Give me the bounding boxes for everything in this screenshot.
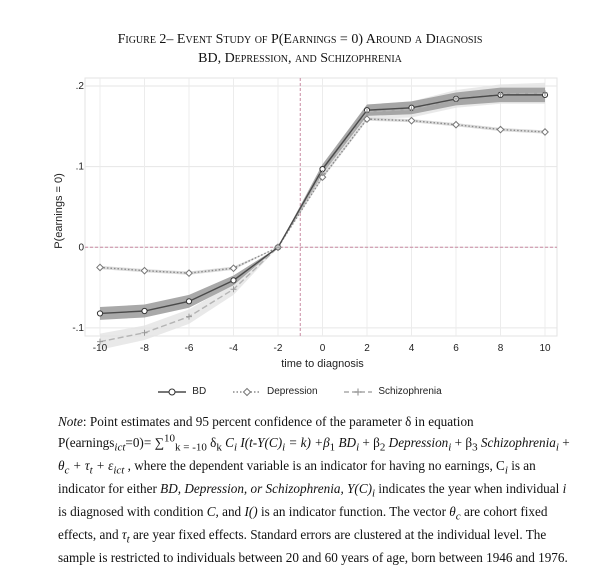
legend-schizophrenia-label: Schizophrenia [378,386,442,397]
figure-title-line1: Figure 2– Event Study of P(Earnings = 0) Around a Diagnosis [117,32,483,47]
y-axis-title: P(earnings = 0) [53,173,65,249]
x-tick-label: -2 [273,343,283,354]
x-tick-label: 10 [539,343,551,354]
legend-bd-symbol [158,387,186,397]
legend-item-depression [233,386,318,397]
x-tick-label: 0 [319,343,326,354]
figure-title-line2: BD, Depression, and Schizophrenia [198,51,402,66]
x-tick-label: -10 [92,343,108,354]
x-tick-label: -8 [140,343,149,354]
y-tick-label: 0 [78,242,84,254]
x-tick-label: 4 [408,343,415,354]
point-bd [231,278,236,283]
y-tick-label: .2 [75,81,84,92]
legend-depression-label: Depression [266,386,318,397]
legend-schizophrenia-symbol [344,387,372,397]
x-tick-label: 6 [453,343,459,354]
point-bd [97,311,102,316]
y-tick-label: -.1 [72,322,84,334]
note-label: Note [58,414,83,429]
note-equation: P(earnings$_{ict}$=0)= ∑$^{10}_{k = -10}$ $\delta_k$ $C_i$ $I(t-Y(C)_i = k) +\beta_1$ $BD_i + \beta_2$ Depression$_i$ + $\beta_3$ Schizophrenia$_i$ + [58,432,570,454]
x-tick-label: 8 [497,343,504,354]
figure-note: Note: Point estimates and 95 percent confidence of the parameter δ in equation P(earnings$_{ict}$=0)= ∑$^{10}_{k = -10}$ $\delta_k$ $C_i$ $I(t-Y(C)_i = k) +\beta_1$ $BD_i + \beta_2$ Depression$_i$ + $\beta_3$ Schizophrenia$_i$ + $\theta_c + \tau_t + \varepsilon_{ict}$ , where the dependent variable is an indicator for having no earnings, $C_i$ is an indicator for either BD, Depression, or Schizophrenia, $Y(C)_i$ indicates the year when individual i is diagnosed with condition C, and I() is an indicator function. The vector $\theta_c$ are cohort fixed effects, and $\tau_t$ are year fixed effects. Standard errors are clustered at the individual level. The sample is restricted to individuals between 20 and 60 years of age, born between 1946 and 1976. [58,414,570,566]
legend-depression-symbol [233,387,261,397]
y-tick-label: .1 [75,161,84,173]
x-axis-title: time to diagnosis [281,358,364,370]
legend-bd-label: BD [192,386,207,397]
point-bd [186,299,191,304]
x-tick-label: 2 [364,343,370,354]
plot-area [85,78,557,336]
x-tick-label: -6 [184,343,194,354]
point-bd [142,308,147,313]
x-tick-label: -4 [229,343,238,354]
legend-item-schizophrenia [344,386,441,397]
chart-legend [0,386,600,400]
legend-item-bd [158,386,206,397]
